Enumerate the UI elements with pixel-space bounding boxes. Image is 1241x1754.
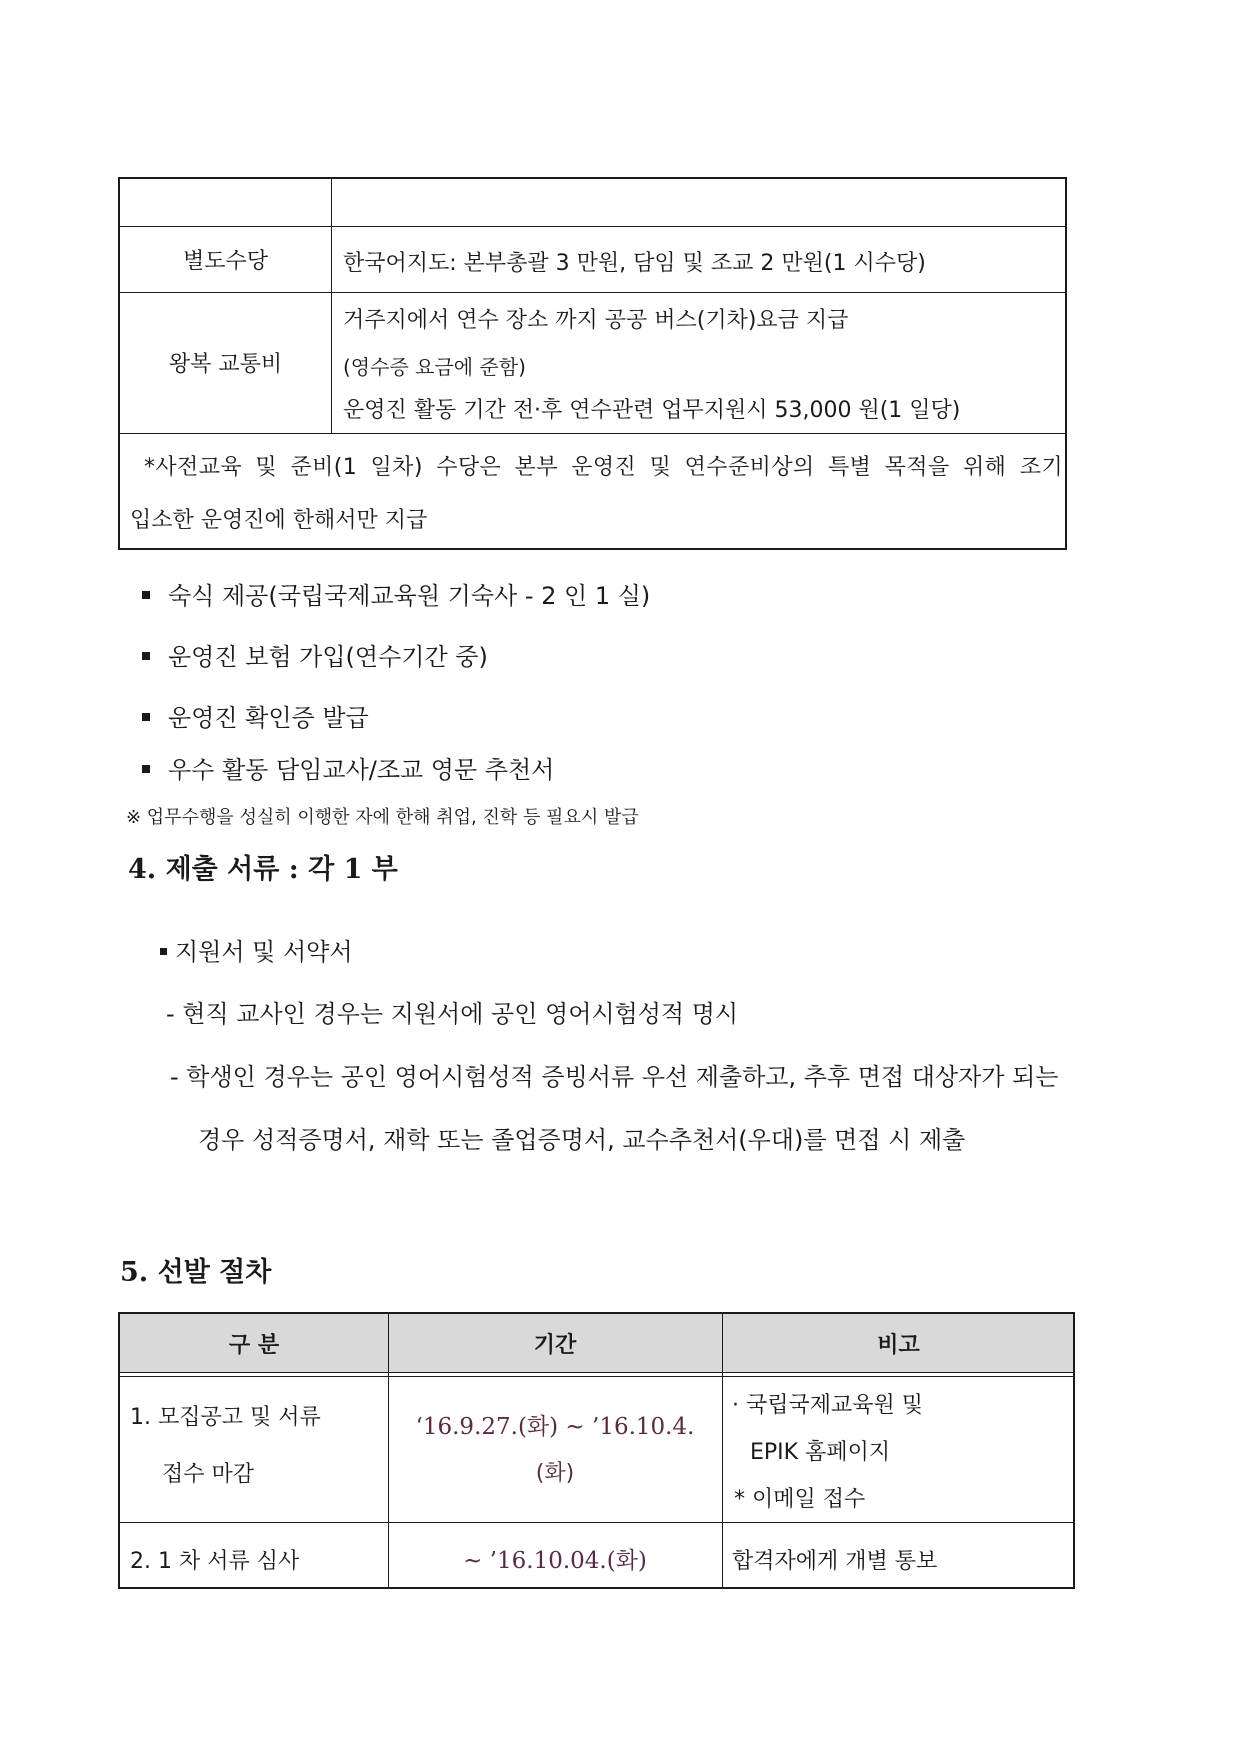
document-note: - 학생인 경우는 공인 영어시험성적 증빙서류 우선 제출하고, 추후 면접 대상자가 되는 (170, 1063, 1059, 1091)
table-divider (331, 179, 332, 433)
table-header-cell: 비고 (877, 1333, 920, 1358)
table-divider (120, 433, 1065, 434)
table-cell-content: 운영진 활동 기간 전·후 연수관련 업무지원시 53,000 원(1 일당) (343, 398, 961, 423)
benefit-item: 운영진 보험 가입(연수기간 중) (142, 637, 488, 672)
document-note: - 현직 교사인 경우는 지원서에 공인 영어시험성적 명시 (166, 1000, 739, 1028)
table-cell-period: (화) (535, 1461, 575, 1486)
table-cell-step: 접수 마감 (162, 1462, 255, 1487)
table-cell-remark: 합격자에게 개별 통보 (732, 1549, 938, 1574)
square-bullet-icon (142, 652, 150, 660)
table-cell-period: ~ ’16.10.04.(화) (463, 1548, 647, 1574)
table-cell-content: 한국어지도: 본부총괄 3 만원, 담임 및 조교 2 만원(1 시수당) (343, 251, 926, 276)
allowance-table (118, 177, 1067, 550)
table-divider (120, 1522, 1073, 1523)
table-divider (120, 226, 1065, 227)
table-cell-step: 2. 1 차 서류 심사 (130, 1549, 300, 1574)
table-divider (120, 1376, 1073, 1377)
square-bullet-icon (160, 948, 167, 955)
benefit-note: ※ 업무수행을 성실히 이행한 자에 한해 취업, 진학 등 필요시 발급 (126, 807, 639, 828)
square-bullet-icon (142, 765, 150, 773)
table-divider (120, 292, 1065, 293)
table-header-cell: 기간 (533, 1333, 577, 1358)
table-cell-content: (영수증 요금에 준함) (343, 355, 526, 379)
table-cell-remark: * 이메일 접수 (734, 1487, 866, 1512)
table-cell-content: 거주지에서 연수 장소 까지 공공 버스(기차)요금 지급 (343, 308, 849, 333)
document-note: 경우 성적증명서, 재학 또는 졸업증명서, 교수추천서(우대)를 면접 시 제출 (198, 1126, 966, 1154)
square-bullet-icon (142, 591, 150, 599)
table-note-line: *사전교육 및 준비(1 일차) 수당은 본부 운영진 및 연수준비상의 특별 목적을 위해 조기 (144, 455, 1063, 480)
section-5-title: 5. 선발 절차 (120, 1257, 272, 1288)
document-item: 지원서 및 서약서 (160, 932, 353, 967)
table-cell-label: 왕복 교통비 (168, 352, 283, 377)
table-note-line: 입소한 운영진에 한해서만 지급 (130, 508, 428, 533)
table-cell-period: ‘16.9.27.(화) ~ ’16.10.4. (415, 1414, 695, 1440)
table-cell-step: 1. 모집공고 및 서류 (130, 1405, 321, 1430)
selection-table (118, 1312, 1075, 1589)
table-cell-label: 별도수당 (182, 249, 268, 274)
section-4-title: 4. 제출 서류 : 각 1 부 (128, 854, 398, 885)
benefit-item: 숙식 제공(국립국제교육원 기숙사 - 2 인 1 실) (142, 576, 650, 611)
table-header-cell: 구 분 (228, 1333, 280, 1358)
benefit-item: 우수 활동 담임교사/조교 영문 추천서 (142, 750, 554, 785)
benefit-item: 운영진 확인증 발급 (142, 698, 369, 733)
table-divider (120, 1372, 1073, 1373)
table-cell-remark: · 국립국제교육원 및 (732, 1393, 923, 1418)
square-bullet-icon (142, 713, 150, 721)
table-cell-remark: EPIK 홈페이지 (750, 1440, 891, 1465)
